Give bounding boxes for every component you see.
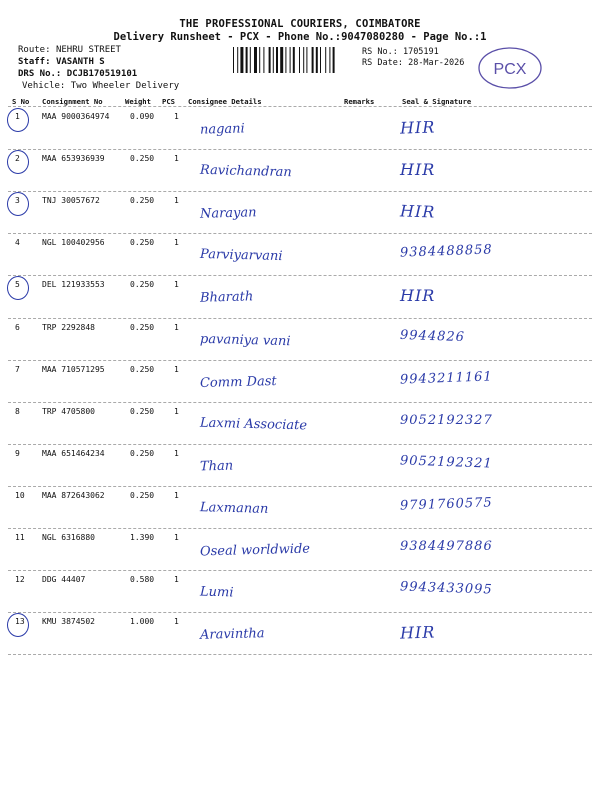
row-divider <box>8 318 592 319</box>
row-weight: 0.250 <box>130 196 155 206</box>
row-pcs: 1 <box>174 322 179 332</box>
barcode-bar <box>240 47 243 73</box>
company-title: THE PROFESSIONAL COURIERS, COIMBATORE <box>179 18 421 30</box>
row-consignment: DEL 121933553 <box>42 280 105 290</box>
row-consignment: NGL 6316880 <box>42 533 95 542</box>
row-circle-mark <box>7 192 29 216</box>
col-consignee: Consignee Details <box>188 97 262 106</box>
row-consignee-handwriting: Laxmanan <box>199 499 269 517</box>
pcx-stamp <box>476 45 544 91</box>
row-consignee-handwriting: Ravichandran <box>199 162 292 181</box>
staff-value: VASANTH S <box>55 57 105 67</box>
route-value: NEHRU STREET <box>55 45 121 55</box>
row-consignment: NGL 100402956 <box>42 238 105 248</box>
row-consignment: MAA 653936939 <box>42 154 105 164</box>
row-pcs: 1 <box>174 112 179 121</box>
col-sno: S No <box>12 97 30 106</box>
row-weight: 0.250 <box>130 322 155 332</box>
row-sno: 9 <box>15 448 20 458</box>
row-sno: 2 <box>15 154 20 164</box>
row-sno: 5 <box>15 280 20 290</box>
row-divider <box>8 486 592 487</box>
row-weight: 0.250 <box>130 364 155 374</box>
row-pcs: 1 <box>174 490 179 500</box>
rs-date-label: RS Date: <box>362 58 403 68</box>
row-sno: 8 <box>15 406 20 416</box>
stamp-text: PCX <box>493 61 527 78</box>
row-seal-signature: HIR <box>400 160 436 180</box>
row-divider <box>8 360 592 361</box>
row-seal-signature: 9943211161 <box>399 368 493 388</box>
row-consignment: TRP 4705800 <box>42 406 95 416</box>
row-circle-mark <box>7 150 29 174</box>
row-weight: 0.250 <box>130 490 155 500</box>
row-consignee-handwriting: nagani <box>199 121 245 138</box>
barcode <box>232 47 357 73</box>
row-seal-signature: 9052192327 <box>400 412 493 428</box>
row-consignee-handwriting: Than <box>199 458 234 475</box>
row-divider <box>8 233 592 234</box>
row-consignment: MAA 651464234 <box>42 448 105 458</box>
row-pcs: 1 <box>174 280 179 290</box>
rs-date-line <box>362 58 464 68</box>
row-seal-signature: 9052192321 <box>399 453 493 472</box>
row-pcs: 1 <box>174 617 179 627</box>
header-divider <box>8 106 592 107</box>
rs-date-value: 28-Mar-2026 <box>408 58 465 68</box>
row-seal-signature: 9943433095 <box>399 579 493 598</box>
route-label: Route: <box>18 45 51 55</box>
row-pcs: 1 <box>174 238 179 248</box>
row-seal-signature: 9791760575 <box>399 495 493 514</box>
row-consignment: DDG 44407 <box>42 575 86 585</box>
barcode-bar <box>285 47 286 73</box>
row-pcs: 1 <box>174 154 179 164</box>
row-sno: 13 <box>15 617 25 627</box>
row-weight: 0.250 <box>130 406 155 416</box>
row-seal-signature: HIR <box>399 117 436 138</box>
row-consignee-handwriting: Lumi <box>199 584 234 601</box>
row-divider <box>8 570 592 571</box>
row-consignee-handwriting: Comm Dast <box>199 373 277 391</box>
row-sno: 1 <box>15 112 20 121</box>
row-consignment: TNJ 30057672 <box>42 196 100 206</box>
row-consignee-handwriting: Laxmi Associate <box>199 415 308 434</box>
row-seal-signature: 9944826 <box>399 327 466 345</box>
barcode-bar <box>290 47 291 73</box>
barcode-bar <box>246 47 248 73</box>
row-sno: 6 <box>15 322 20 332</box>
row-sno: 3 <box>15 196 20 206</box>
row-weight: 0.250 <box>130 154 155 164</box>
barcode-bar <box>333 47 335 73</box>
row-divider <box>8 444 592 445</box>
barcode-bar <box>312 47 314 73</box>
runsheet-title: Delivery Runsheet - PCX - Phone No.:9047080280 - Page No.:1 <box>113 31 487 43</box>
row-sno: 10 <box>15 490 25 500</box>
barcode-bar <box>237 47 238 73</box>
col-weight: Weight <box>125 97 151 106</box>
barcode-bar <box>329 47 330 73</box>
row-consignment: MAA 872643062 <box>42 490 105 500</box>
row-divider <box>8 149 592 150</box>
row-divider <box>8 275 592 276</box>
drs-value: DCJB170519101 <box>66 69 138 79</box>
rs-no-value: 1705191 <box>402 47 439 57</box>
row-pcs: 1 <box>174 406 179 416</box>
barcode-bar <box>293 47 295 73</box>
col-remarks: Remarks <box>344 97 375 106</box>
row-seal-signature: 9384488858 <box>399 242 493 261</box>
row-consignment: TRP 2292848 <box>42 322 95 332</box>
row-consignment: MAA 710571295 <box>42 364 105 374</box>
row-sno: 4 <box>15 238 20 248</box>
row-consignee-handwriting: Narayan <box>199 205 257 222</box>
row-seal-signature: HIR <box>399 622 436 643</box>
row-divider <box>8 654 592 655</box>
row-weight: 0.090 <box>130 112 155 121</box>
barcode-bar <box>259 47 260 73</box>
row-pcs: 1 <box>174 533 179 542</box>
barcode-bar <box>254 47 257 73</box>
barcode-bar <box>303 47 304 73</box>
row-pcs: 1 <box>174 364 179 374</box>
row-consignee-handwriting: Aravintha <box>199 626 265 644</box>
col-pcs: PCS <box>162 97 175 106</box>
barcode-bar <box>306 47 307 73</box>
barcode-bar <box>273 47 274 73</box>
barcode-bar <box>233 47 234 73</box>
row-sno: 12 <box>15 575 25 585</box>
row-circle-mark <box>7 613 29 637</box>
staff-line <box>18 57 105 67</box>
drs-label: DRS No.: <box>18 69 62 79</box>
drs-line <box>18 69 137 79</box>
row-divider <box>8 528 592 529</box>
row-circle-mark <box>7 276 29 300</box>
row-circle-mark <box>7 108 29 132</box>
barcode-bar <box>325 47 326 73</box>
row-pcs: 1 <box>174 196 179 206</box>
row-divider <box>8 612 592 613</box>
row-consignee-handwriting: Bharath <box>199 289 254 307</box>
barcode-bar <box>250 47 251 73</box>
barcode-bar <box>280 47 283 73</box>
rs-no-line <box>362 47 439 57</box>
row-weight: 1.390 <box>130 533 155 542</box>
row-divider <box>8 402 592 403</box>
vehicle-label: Vehicle: <box>22 81 66 91</box>
row-consignee-handwriting: Oseal worldwide <box>199 541 311 560</box>
row-weight: 0.250 <box>130 238 155 248</box>
row-consignee-handwriting: Parviyarvani <box>199 247 283 265</box>
row-pcs: 1 <box>174 575 179 585</box>
row-weight: 0.250 <box>130 448 155 458</box>
row-sno: 11 <box>15 533 25 542</box>
vehicle-line <box>22 81 179 91</box>
row-divider <box>8 191 592 192</box>
row-seal-signature: 9384497886 <box>400 539 493 554</box>
col-consignment: Consignment No <box>42 97 103 106</box>
barcode-bar <box>269 47 271 73</box>
barcode-bar <box>320 47 321 73</box>
row-consignee-handwriting: pavaniya vani <box>199 331 291 349</box>
row-sno: 7 <box>15 364 20 374</box>
barcode-bar <box>299 47 300 73</box>
barcode-bar <box>316 47 318 73</box>
vehicle-value: Two Wheeler Delivery <box>70 81 180 91</box>
col-seal: Seal & Signature <box>402 97 472 106</box>
row-seal-signature: HIR <box>399 201 436 222</box>
row-weight: 0.250 <box>130 280 155 290</box>
row-consignment: KMU 3874502 <box>42 617 95 627</box>
row-pcs: 1 <box>174 448 179 458</box>
barcode-bar <box>276 47 278 73</box>
row-weight: 0.580 <box>130 575 155 585</box>
row-weight: 1.000 <box>130 617 155 627</box>
route-line <box>18 45 121 55</box>
staff-label: Staff: <box>18 57 51 67</box>
row-seal-signature: HIR <box>400 286 436 306</box>
row-consignment: MAA 9000364974 <box>42 112 110 121</box>
rs-no-label: RS No.: <box>362 47 398 57</box>
barcode-bar <box>263 47 264 73</box>
